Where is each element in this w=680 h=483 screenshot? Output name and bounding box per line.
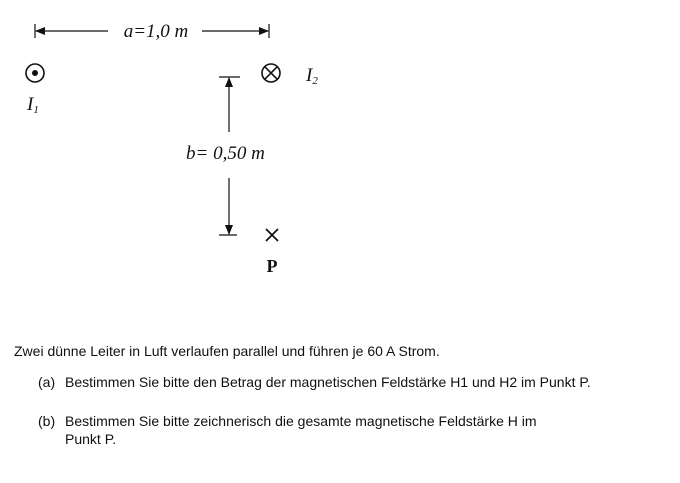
conductor-1-out-of-page-icon [26,64,44,82]
distance-a-label: a=1,0 m [123,21,189,42]
conductor-2-label: I2 [306,65,318,87]
task-b-text-line-1: Bestimmen Sie bitte zeichnerisch die gesamte magnetische Feldstärke H im [65,413,537,429]
problem-statement [14,342,664,448]
point-p-marker-icon [266,229,278,241]
conductor-2-into-page-icon [262,64,280,82]
problem-intro: Zwei dünne Leiter in Luft verlaufen parallel und führen je 60 A Strom. [14,343,440,359]
task-a-text: Bestimmen Sie bitte den Betrag der magnetischen Feldstärke H1 und H2 im Punkt P. [65,374,591,390]
task-b-text-line-2: Punkt P. [65,431,117,447]
point-p-label: P [266,256,278,276]
task-b [38,412,664,448]
conductor-1-label: I1 [27,94,39,116]
task-b-marker: (b) [38,413,56,429]
distance-b-label: b= 0,50 m [186,143,265,164]
task-a-marker: (a) [38,374,56,390]
task-a [38,373,664,391]
